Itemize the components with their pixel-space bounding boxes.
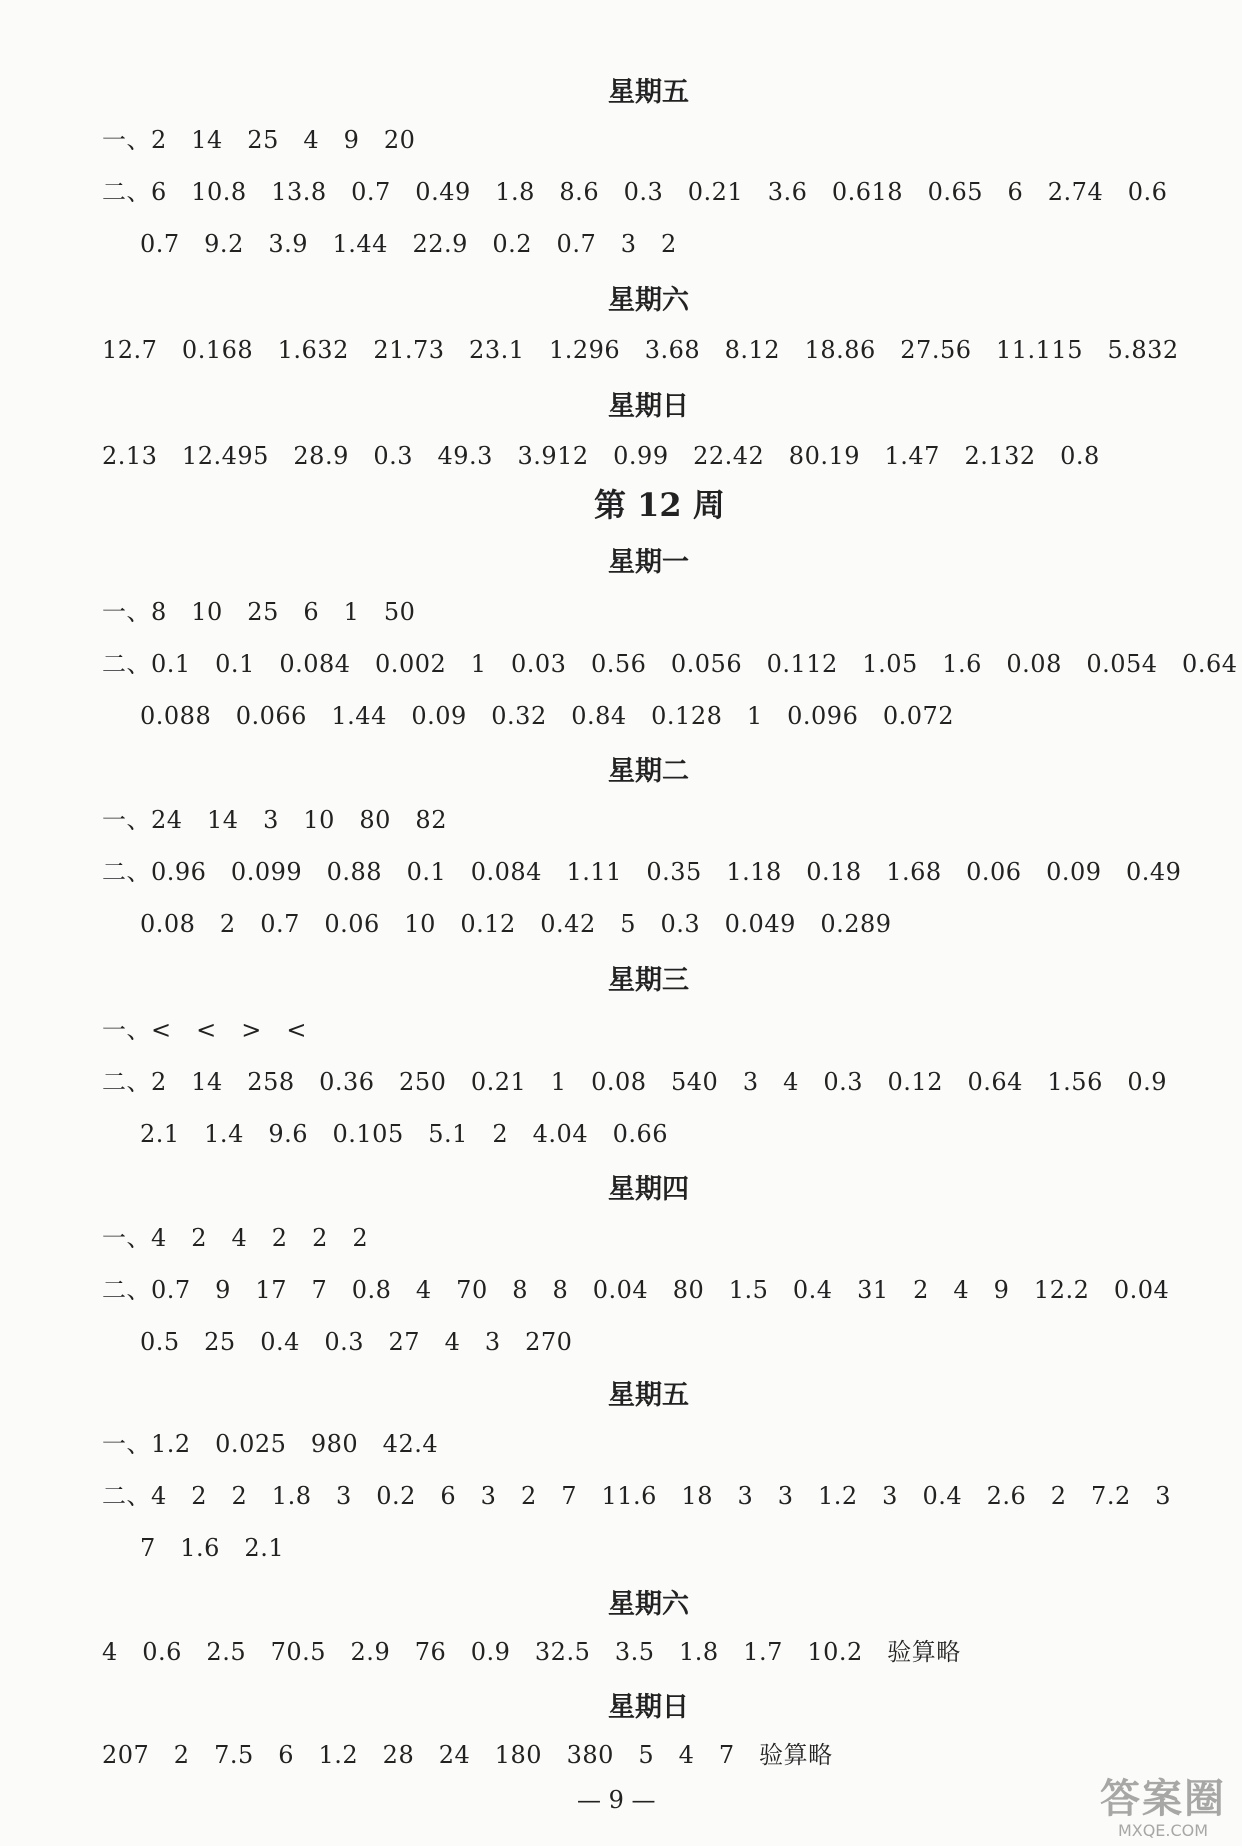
- watermark-url: MXQE.COM: [1117, 1821, 1209, 1840]
- answer-line: 二、0.1 0.1 0.084 0.002 1 0.03 0.56 0.056 0.112 1.05 1.6 0.08 0.054 0.64: [102, 650, 1238, 678]
- section-title-friday: 星期五: [608, 1380, 689, 1411]
- answer-line: 4 0.6 2.5 70.5 2.9 76 0.9 32.5 3.5 1.8 1.7 10.2 验算略: [102, 1638, 961, 1666]
- answer-line: 207 2 7.5 6 1.2 28 24 180 380 5 4 7 验算略: [102, 1741, 833, 1769]
- answer-line: 0.7 9.2 3.9 1.44 22.9 0.2 0.7 3 2: [140, 230, 677, 258]
- answer-line: 2.13 12.495 28.9 0.3 49.3 3.912 0.99 22.42 80.19 1.47 2.132 0.8: [102, 442, 1100, 470]
- answer-line: 0.5 25 0.4 0.3 27 4 3 270: [140, 1328, 573, 1356]
- answer-line: 一、1.2 0.025 980 42.4: [102, 1430, 439, 1458]
- week-heading: 第 12 周: [594, 486, 725, 524]
- answer-line: 二、0.96 0.099 0.88 0.1 0.084 1.11 0.35 1.18 0.18 1.68 0.06 0.09 0.49: [102, 858, 1182, 886]
- answer-line: 二、4 2 2 1.8 3 0.2 6 3 2 7 11.6 18 3 3 1.2 3 0.4 2.6 2 7.2 3: [102, 1482, 1171, 1510]
- answer-line: 一、8 10 25 6 1 50: [102, 598, 416, 626]
- answer-line: 2.1 1.4 9.6 0.105 5.1 2 4.04 0.66: [140, 1120, 669, 1148]
- section-title-sunday: 星期日: [608, 1692, 689, 1723]
- section-title-wednesday: 星期三: [608, 965, 689, 996]
- section-title-saturday: 星期六: [608, 1589, 689, 1620]
- watermark-logo: [1100, 1777, 1226, 1840]
- section-title-friday: 星期五: [608, 77, 689, 108]
- section-title-sunday: 星期日: [608, 391, 689, 422]
- section-title-tuesday: 星期二: [608, 756, 689, 787]
- section-title-saturday: 星期六: [608, 285, 689, 316]
- answer-line: 一、2 14 25 4 9 20: [102, 126, 416, 154]
- answer-line: 一、24 14 3 10 80 82: [102, 806, 447, 834]
- answer-line: 0.08 2 0.7 0.06 10 0.12 0.42 5 0.3 0.049 0.289: [140, 910, 892, 938]
- answer-line: 一、4 2 4 2 2 2: [102, 1224, 369, 1252]
- section-title-thursday: 星期四: [608, 1174, 689, 1205]
- page-number: — 9 —: [577, 1786, 656, 1814]
- answer-line: 二、6 10.8 13.8 0.7 0.49 1.8 8.6 0.3 0.21 3.6 0.618 0.65 6 2.74 0.6: [102, 178, 1168, 206]
- answer-line: 12.7 0.168 1.632 21.73 23.1 1.296 3.68 8.12 18.86 27.56 11.115 5.832: [102, 336, 1179, 364]
- answer-line: 0.088 0.066 1.44 0.09 0.32 0.84 0.128 1 0.096 0.072: [140, 702, 955, 730]
- answer-line: 二、2 14 258 0.36 250 0.21 1 0.08 540 3 4 0.3 0.12 0.64 1.56 0.9: [102, 1068, 1168, 1096]
- answer-line: 7 1.6 2.1: [140, 1534, 285, 1562]
- answer-line: 一、< < > <: [102, 1016, 307, 1044]
- section-title-monday: 星期一: [608, 547, 689, 578]
- answer-line: 二、0.7 9 17 7 0.8 4 70 8 8 0.04 80 1.5 0.4 31 2 4 9 12.2 0.04: [102, 1276, 1170, 1304]
- watermark-text: 答案圈: [1100, 1776, 1226, 1822]
